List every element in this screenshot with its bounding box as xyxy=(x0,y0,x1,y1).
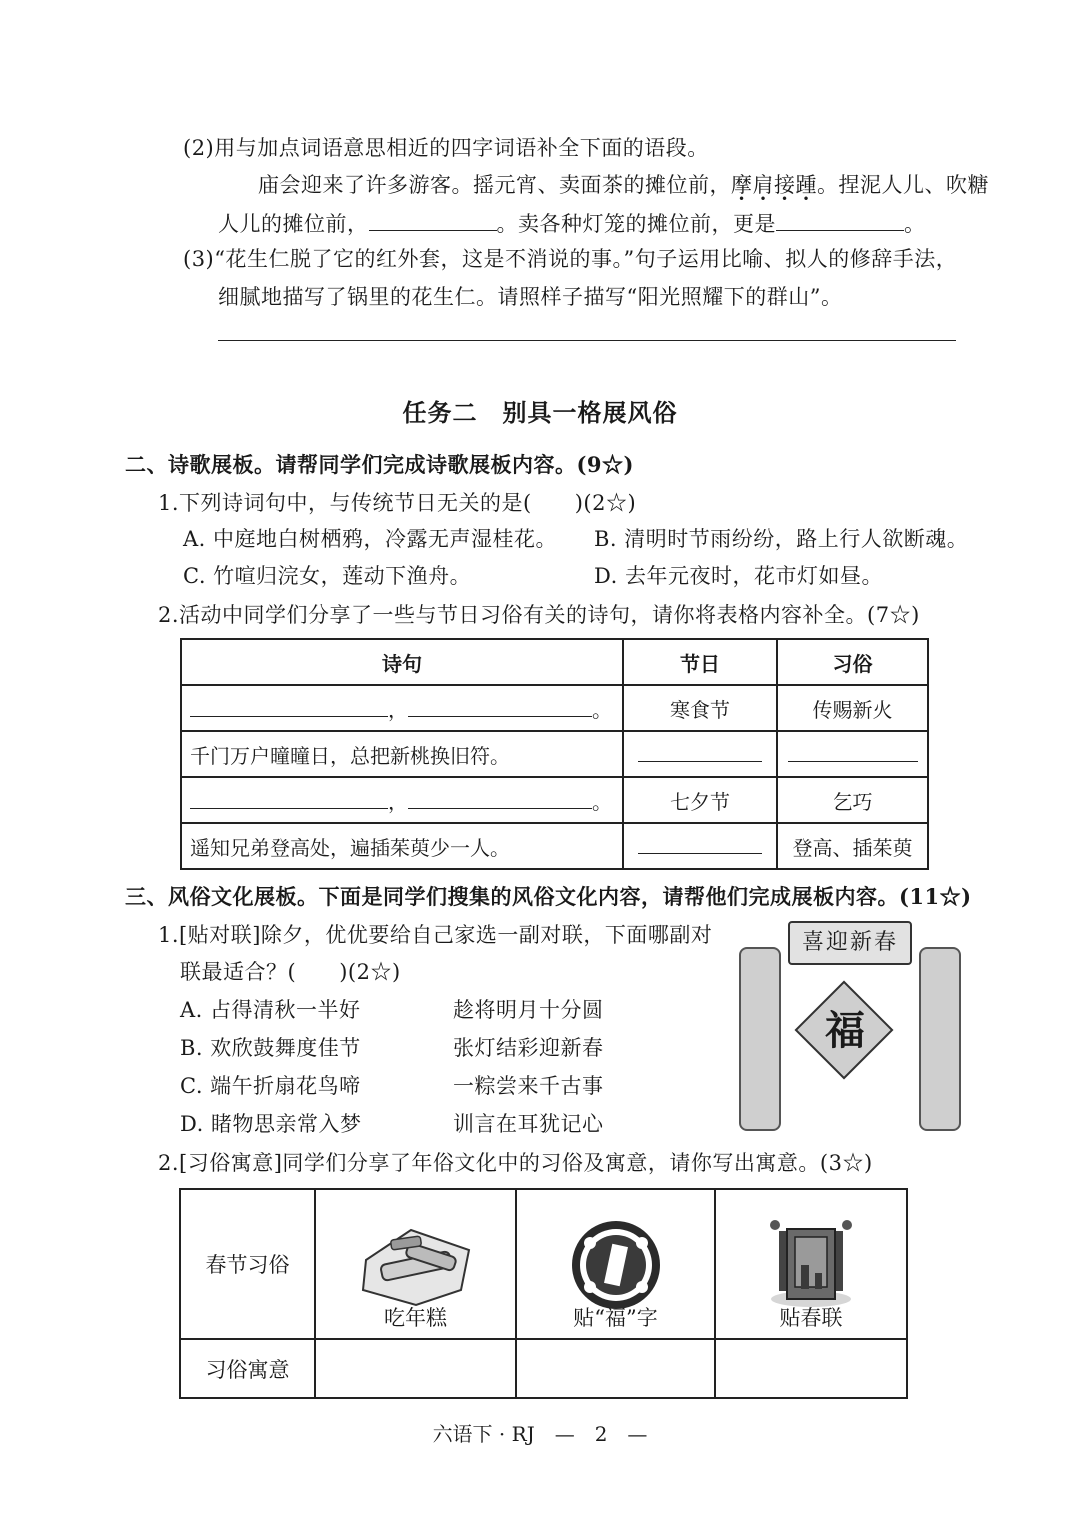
festival-cell: 七夕节 xyxy=(623,777,777,823)
question-2-prompt: (2)用与加点词语意思相近的四字词语补全下面的语段。 xyxy=(183,136,709,160)
part2-question-1: 1.下列诗词句中，与传统节日无关的是( )(2☆) xyxy=(158,491,637,515)
custom-spring-couplets xyxy=(715,1189,907,1339)
couplet-b-second: 张灯结彩迎新春 xyxy=(453,1036,604,1060)
paragraph-text-c: 人儿的摊位前， xyxy=(218,212,369,236)
table-row xyxy=(181,823,928,869)
nian-gao-plate-icon xyxy=(351,1220,481,1310)
answer-blank-2[interactable] xyxy=(776,208,904,231)
custom-cell: 登高、插茱萸 xyxy=(777,823,928,869)
festival-cell: 寒食节 xyxy=(623,685,777,731)
answer-line-q3[interactable] xyxy=(218,340,956,341)
custom-cell: 传赐新火 xyxy=(777,685,928,731)
poem-blank-second[interactable] xyxy=(408,788,592,809)
door-couplets-icon xyxy=(761,1217,861,1313)
horizontal-scroll-banner: 喜迎新春 xyxy=(788,921,912,965)
page-footer: 六语下 · RJ — 2 — xyxy=(432,1422,648,1446)
part3-question-1-line2: 联最适合？( )(2☆) xyxy=(180,960,401,984)
table-row xyxy=(181,685,928,731)
part3-question-2: 2.[习俗寓意]同学们分享了年俗文化中的习俗及寓意，请你写出寓意。(3☆) xyxy=(158,1151,873,1175)
part3-question-1-line1: 1.[贴对联]除夕，优优要给自己家选一副对联，下面哪副对 xyxy=(158,923,713,947)
option-a[interactable]: A. 中庭地白树栖鸦，冷露无声湿桂花。 xyxy=(183,527,558,551)
paragraph-text-a: 庙会迎来了许多游客。摇元宵、卖面茶的摊位前， xyxy=(258,173,731,197)
fu-papercut-icon xyxy=(566,1217,666,1313)
period: 。 xyxy=(592,697,612,722)
comma: ， xyxy=(388,697,408,722)
customs-table xyxy=(179,1188,908,1399)
poem-cell: 千门万户曈曈日，总把新桃换旧符。 xyxy=(181,731,623,777)
festival-blank[interactable] xyxy=(638,741,762,762)
option-b[interactable]: B. 清明时节雨纷纷，路上行人欲断魂。 xyxy=(594,527,969,551)
part2-question-2: 2.活动中同学们分享了一些与节日习俗有关的诗句，请你将表格内容补全。(7☆) xyxy=(158,603,920,627)
poem-blank-first[interactable] xyxy=(190,696,388,717)
poem-blank-cell[interactable] xyxy=(181,777,623,823)
right-couplet-scroll xyxy=(919,947,961,1131)
couplet-option-a[interactable]: A. 占得清秋一半好 xyxy=(180,998,361,1022)
table-header-row xyxy=(181,639,928,685)
couplet-option-d[interactable]: D. 睹物思亲常入梦 xyxy=(180,1112,362,1136)
poem-blank-cell[interactable] xyxy=(181,685,623,731)
emphasized-char-4: 踵 xyxy=(795,173,817,197)
couplet-c-second: 一粽尝来千古事 xyxy=(453,1074,604,1098)
part3-heading: 三、风俗文化展板。下面是同学们搜集的风俗文化内容，请帮他们完成展板内容。(11☆) xyxy=(125,884,972,909)
custom-meaning-label: 习俗寓意 xyxy=(180,1339,315,1398)
meaning-answer-cell-3[interactable] xyxy=(715,1339,907,1398)
header-custom: 习俗 xyxy=(777,639,928,685)
meaning-answer-cell-2[interactable] xyxy=(516,1339,715,1398)
couplet-d-second: 训言在耳犹记心 xyxy=(453,1112,604,1136)
header-poem: 诗句 xyxy=(181,639,623,685)
meaning-answer-cell-1[interactable] xyxy=(315,1339,516,1398)
question-2-paragraph-line1 xyxy=(258,171,989,199)
couplet-option-c[interactable]: C. 端午折扇花鸟啼 xyxy=(180,1074,361,1098)
custom-blank-cell[interactable] xyxy=(777,731,928,777)
emphasized-char-2: 肩 xyxy=(752,173,774,197)
table-row xyxy=(180,1189,907,1339)
emphasized-char-1: 摩 xyxy=(731,173,753,197)
question-3-line2: 细腻地描写了锅里的花生仁。请照样子描写“阳光照耀下的群山”。 xyxy=(218,285,843,309)
custom-fu-character xyxy=(516,1189,715,1339)
table-row xyxy=(181,777,928,823)
custom-nian-gao xyxy=(315,1189,516,1339)
period: 。 xyxy=(592,789,612,814)
poem-cell: 遥知兄弟登高处，遍插茱萸少一人。 xyxy=(181,823,623,869)
left-couplet-scroll xyxy=(739,947,781,1131)
table-row xyxy=(180,1339,907,1398)
poem-table xyxy=(180,638,929,870)
comma: ， xyxy=(388,789,408,814)
couplet-a-second: 趁将明月十分圆 xyxy=(453,998,604,1022)
custom-name: 贴“福”字 xyxy=(573,1306,658,1330)
spring-customs-label: 春节习俗 xyxy=(180,1189,315,1339)
festival-blank-cell[interactable] xyxy=(623,823,777,869)
question-3-line1: (3)“花生仁脱了它的红外套，这是不消说的事。”句子运用比喻、拟人的修辞手法， xyxy=(183,247,958,271)
custom-name: 吃年糕 xyxy=(384,1306,447,1330)
option-c[interactable]: C. 竹喧归浣女，莲动下渔舟。 xyxy=(183,564,472,588)
fu-character: 福 xyxy=(825,1007,865,1054)
part2-heading: 二、诗歌展板。请帮同学们完成诗歌展板内容。(9☆) xyxy=(125,452,634,477)
festival-blank[interactable] xyxy=(638,833,762,854)
custom-blank[interactable] xyxy=(788,741,918,762)
paragraph-text-d: 。卖各种灯笼的摊位前，更是 xyxy=(496,212,776,236)
header-festival: 节日 xyxy=(623,639,777,685)
custom-cell: 乞巧 xyxy=(777,777,928,823)
couplet-option-b[interactable]: B. 欢欣鼓舞度佳节 xyxy=(180,1036,361,1060)
custom-name: 贴春联 xyxy=(779,1306,843,1330)
poem-blank-first[interactable] xyxy=(190,788,388,809)
option-d[interactable]: D. 去年元夜时，花市灯如昼。 xyxy=(594,564,883,588)
task-title: 任务二 别具一格展风俗 xyxy=(402,398,678,427)
paragraph-text-e: 。 xyxy=(904,212,926,236)
festival-blank-cell[interactable] xyxy=(623,731,777,777)
answer-blank-1[interactable] xyxy=(369,208,497,231)
table-row xyxy=(181,731,928,777)
emphasized-char-3: 接 xyxy=(774,173,796,197)
question-2-paragraph-line2 xyxy=(218,208,926,238)
poem-blank-second[interactable] xyxy=(408,696,592,717)
paragraph-text-b: 。捏泥人儿、吹糖 xyxy=(817,173,989,197)
